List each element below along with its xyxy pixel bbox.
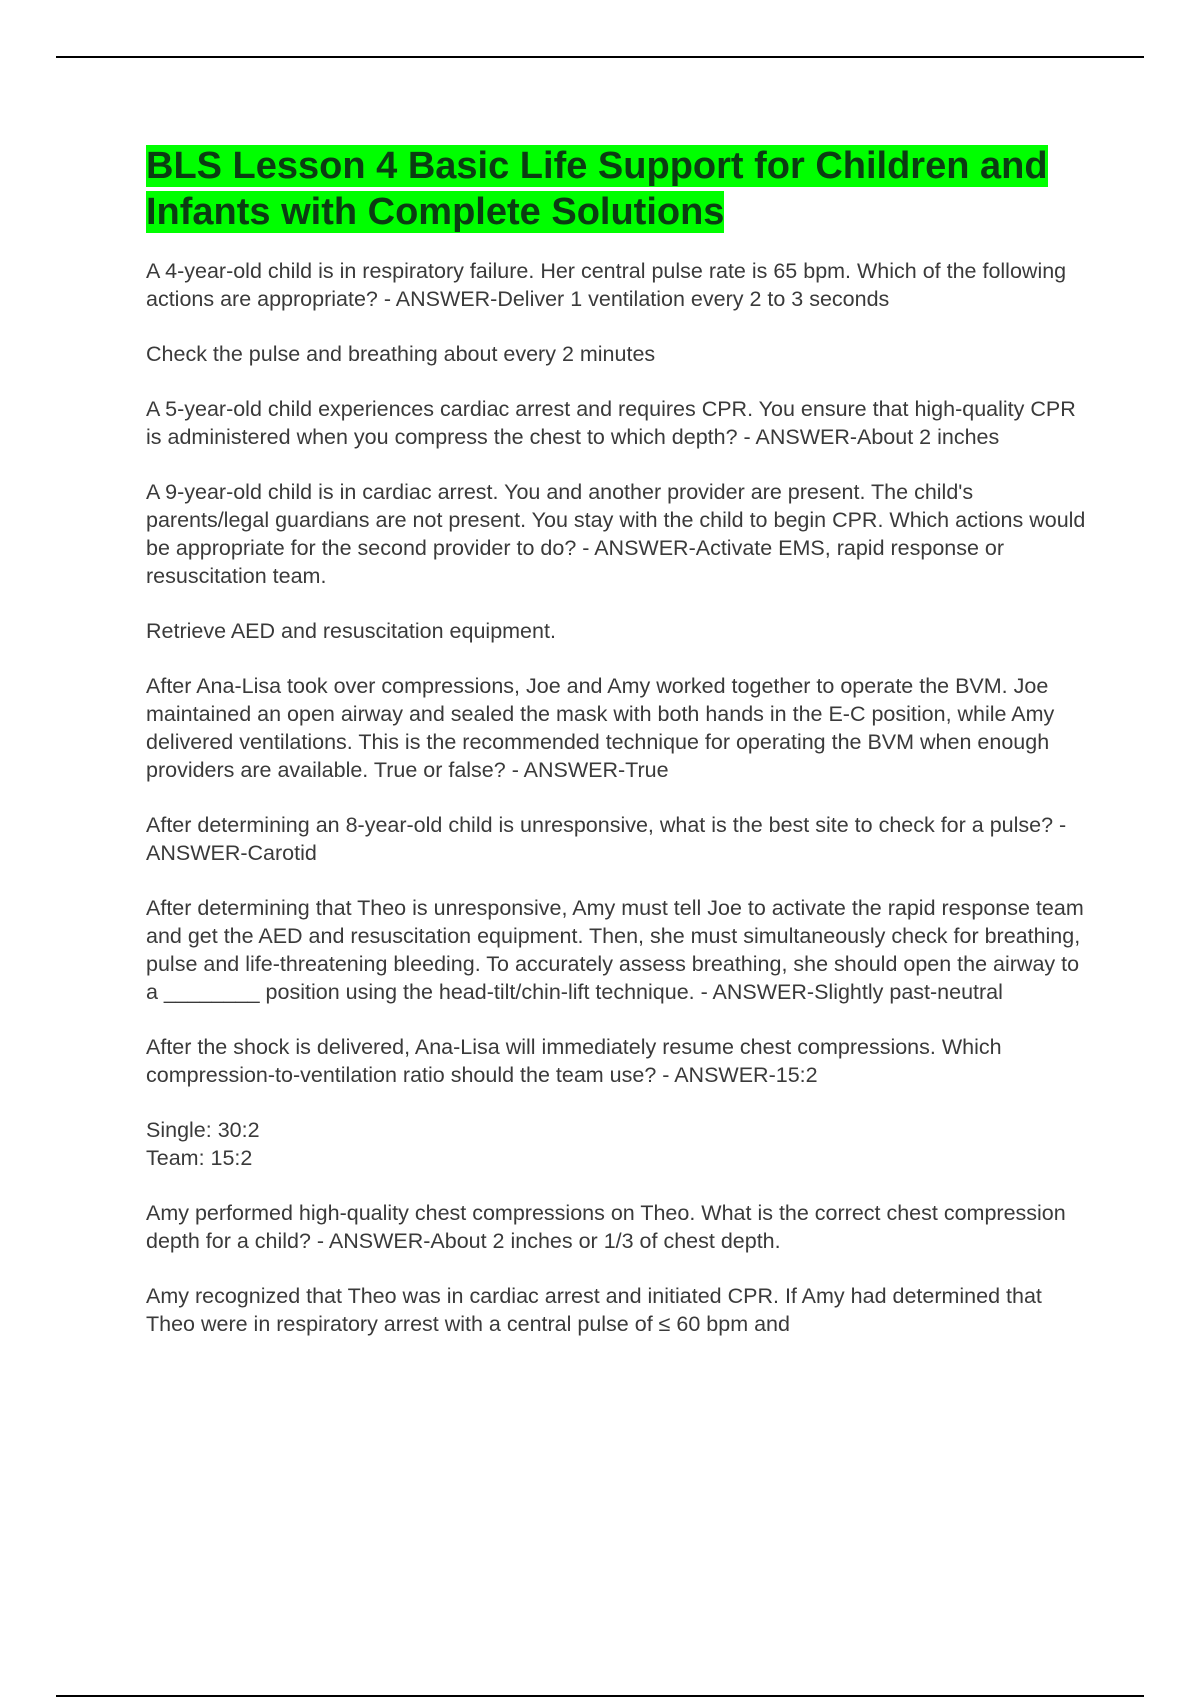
paragraph-line: A 9-year-old child is in cardiac arrest. You and another provider are present. The child's parents/legal guardians are not present. You stay with the child to begin CPR. Which actions would be appropriate for the second provider to do? - ANSWER-Activate EMS, rapid response or resuscitation team.	[146, 480, 1086, 588]
qa-paragraph	[146, 811, 1096, 867]
paragraph-line: After the shock is delivered, Ana-Lisa will immediately resume chest compressions. Which compression-to-ventilation ratio should the team use? - ANSWER-15:2	[146, 1035, 1002, 1087]
paragraph-line: After determining an 8-year-old child is unresponsive, what is the best site to check for a pulse? - ANSWER-Carotid	[146, 813, 1067, 865]
paragraph-line: Single: 30:2	[146, 1118, 260, 1142]
paragraph-line: A 5-year-old child experiences cardiac arrest and requires CPR. You ensure that high-quality CPR is administered when you compress the chest to which depth? - ANSWER-About 2 inches	[146, 397, 1076, 449]
qa-paragraph	[146, 672, 1096, 784]
paragraph-line: After Ana-Lisa took over compressions, Joe and Amy worked together to operate the BVM. Joe maintained an open airway and sealed the mask with both hands in the E-C position, while Amy delivered ventilations. This is the recommended technique for operating the BVM when enough providers are available. True or false? - ANSWER-True	[146, 674, 1055, 782]
qa-list	[146, 257, 1096, 1338]
document-body	[146, 143, 1096, 1365]
bottom-rule	[56, 1695, 1144, 1697]
qa-paragraph	[146, 894, 1096, 1006]
paragraph-line: Team: 15:2	[146, 1146, 253, 1170]
qa-paragraph	[146, 478, 1096, 590]
qa-paragraph	[146, 395, 1096, 451]
title-highlight: BLS Lesson 4 Basic Life Support for Children and Infants with Complete Solutions	[146, 145, 1048, 233]
paragraph-line: Retrieve AED and resuscitation equipment.	[146, 619, 556, 643]
qa-paragraph	[146, 1033, 1096, 1089]
qa-paragraph	[146, 1116, 1096, 1172]
qa-paragraph	[146, 257, 1096, 313]
top-rule	[56, 56, 1144, 58]
document-title	[146, 143, 1096, 235]
paragraph-line: After determining that Theo is unresponsive, Amy must tell Joe to activate the rapid response team and get the AED and resuscitation equipment. Then, she must simultaneously check for breathing, pulse and life-threatening bleeding. To accurately assess breathing, she should open the airway to a ________ position using the head-tilt/chin-lift technique. - ANSWER-Slightly past-neutral	[146, 896, 1084, 1004]
paragraph-line: Check the pulse and breathing about every 2 minutes	[146, 342, 656, 366]
paragraph-line: Amy recognized that Theo was in cardiac arrest and initiated CPR. If Amy had determined that Theo were in respiratory arrest with a central pulse of ≤ 60 bpm and	[146, 1284, 1042, 1336]
qa-paragraph	[146, 617, 1096, 645]
paragraph-line: A 4-year-old child is in respiratory failure. Her central pulse rate is 65 bpm. Which of the following actions are appropriate? - ANSWER-Deliver 1 ventilation every 2 to 3 seconds	[146, 259, 1067, 311]
qa-paragraph	[146, 1282, 1096, 1338]
qa-paragraph	[146, 1199, 1096, 1255]
paragraph-line: Amy performed high-quality chest compressions on Theo. What is the correct chest compression depth for a child? - ANSWER-About 2 inches or 1/3 of chest depth.	[146, 1201, 1066, 1253]
qa-paragraph	[146, 340, 1096, 368]
